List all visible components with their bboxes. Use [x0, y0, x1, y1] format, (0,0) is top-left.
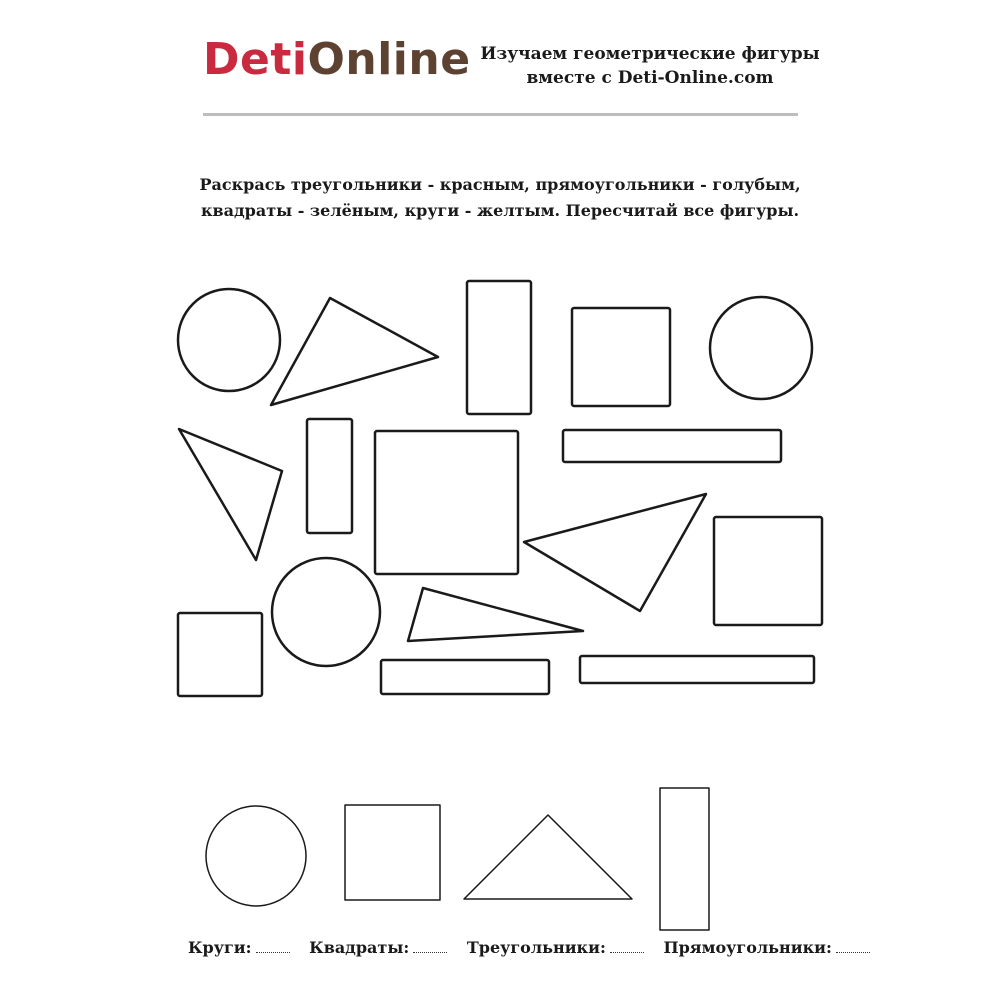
square-shape: [178, 613, 262, 696]
count-rectangles-blank: [836, 938, 870, 953]
count-squares-blank: [413, 938, 447, 953]
instructions-line-1: Раскрась треугольники - красным, прямоугольники - голубым,: [199, 175, 801, 194]
sample-circle-shape: [206, 806, 306, 906]
header-title-line-1: Изучаем геометрические фигуры: [480, 44, 820, 64]
count-triangles-label: Треугольники:: [466, 938, 606, 957]
shape-count-row: [188, 938, 884, 957]
triangle-shape: [524, 494, 706, 611]
triangle-shape: [408, 588, 583, 641]
count-rectangles: [663, 938, 869, 957]
square-shape: [572, 308, 670, 406]
sample-triangle-shape: [464, 815, 632, 899]
triangle-shape: [271, 298, 438, 405]
count-triangles: [467, 938, 644, 957]
rectangle-shape: [381, 660, 549, 694]
header-title-line-2: вместе с Deti-Online.com: [526, 68, 774, 88]
count-rectangles-label: Прямоугольники:: [663, 938, 832, 957]
circle-shape: [272, 558, 380, 666]
square-shape: [375, 431, 518, 574]
count-triangles-blank: [610, 938, 644, 953]
count-circles-blank: [256, 938, 290, 953]
sample-square-shape: [345, 805, 440, 900]
count-circles-label: Круги:: [188, 938, 252, 957]
rectangle-shape: [307, 419, 352, 533]
logo-online-text: Online: [307, 34, 471, 85]
circle-shape: [710, 297, 812, 399]
count-squares-label: Квадраты:: [309, 938, 410, 957]
logo-deti-text: Deti: [203, 34, 308, 85]
sample-rectangle-shape: [660, 788, 709, 930]
circle-shape: [178, 289, 280, 391]
square-shape: [714, 517, 822, 625]
count-squares: [309, 938, 447, 957]
rectangle-shape: [580, 656, 814, 683]
instructions-line-2: квадраты - зелёным, круги - желтым. Пересчитай все фигуры.: [200, 201, 800, 220]
count-circles: [188, 938, 290, 957]
triangle-shape: [179, 429, 282, 560]
rectangle-shape: [563, 430, 781, 462]
rectangle-shape: [467, 281, 531, 414]
